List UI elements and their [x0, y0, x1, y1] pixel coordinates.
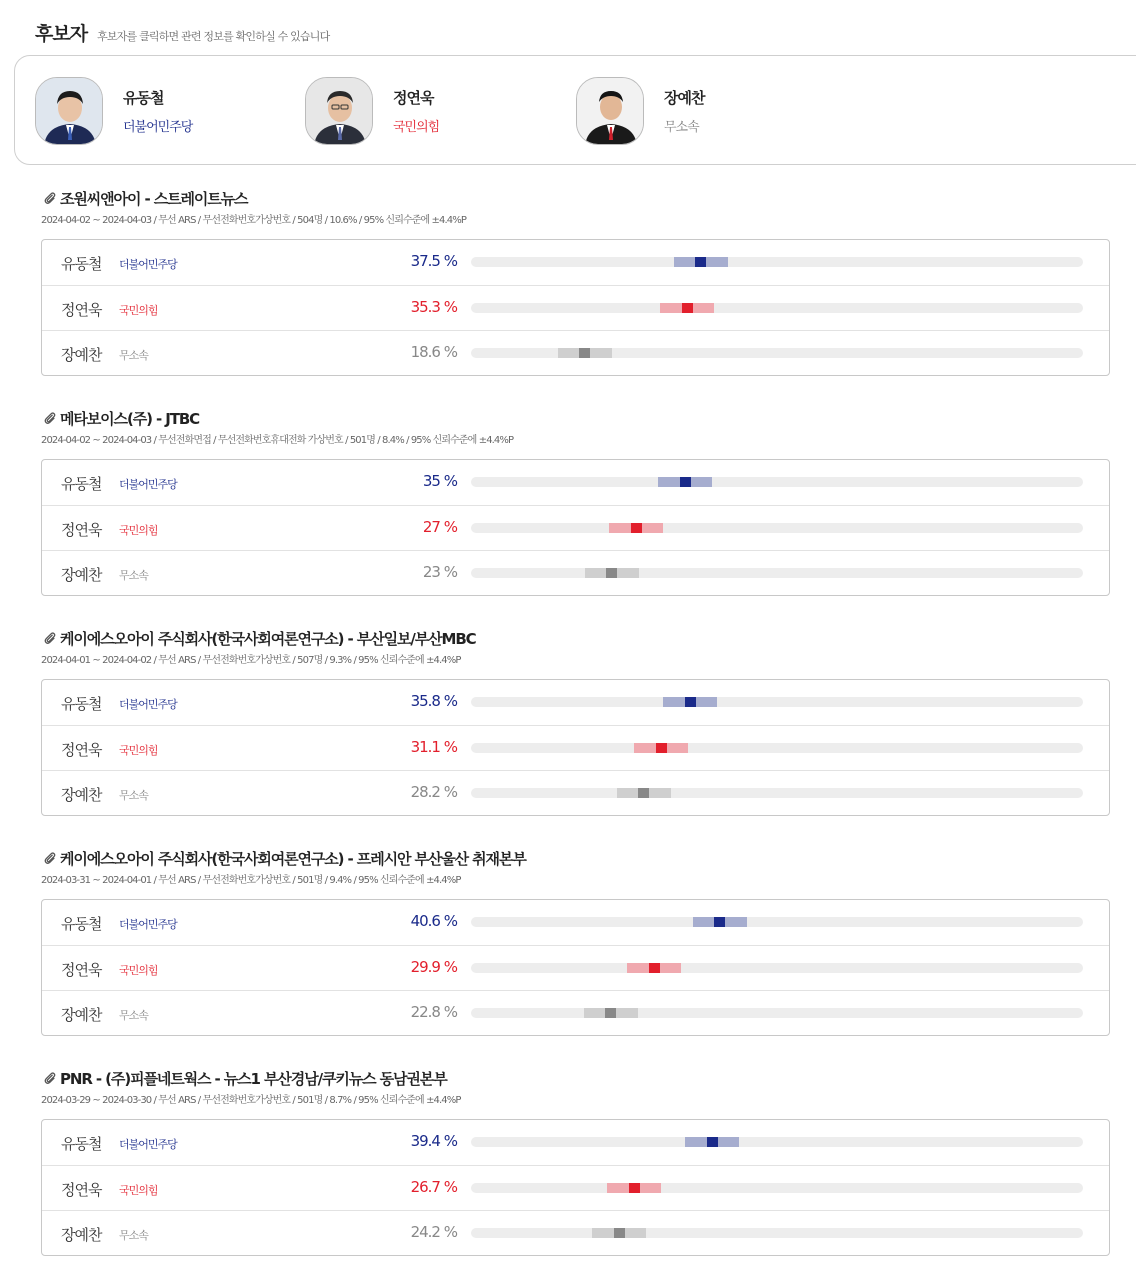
result-row: [42, 285, 1109, 330]
result-row: [42, 725, 1109, 770]
result-bar-track: [471, 1183, 1083, 1193]
survey-title: 조원씨앤아이 - 스트레이트뉴스: [60, 189, 248, 208]
result-row: [42, 460, 1109, 505]
candidate-card-3[interactable]: [576, 76, 704, 146]
result-party-label: 국민의힘: [119, 964, 158, 977]
survey-meta: 2024-04-01 ~ 2024-04-02 / 무선 ARS / 무선전화번호가상번호 / 507명 / 9.3% / 95% 신뢰수준에 ±4.4%P: [41, 655, 461, 666]
result-percentage: 31.1 %: [410, 738, 457, 756]
candidate-card-2[interactable]: [305, 76, 439, 146]
result-percentage: 35.8 %: [410, 692, 457, 710]
candidate-party: 무소속: [664, 120, 699, 135]
candidate-panel: [14, 55, 1136, 165]
result-point-marker: [680, 477, 691, 487]
section-header: [35, 19, 329, 45]
result-row: [42, 505, 1109, 550]
result-point-marker: [629, 1183, 640, 1193]
survey-meta: 2024-04-02 ~ 2024-04-03 / 무선 ARS / 무선전화번호가상번호 / 504명 / 10.6% / 95% 신뢰수준에 ±4.4%P: [41, 215, 466, 226]
survey-title-row: [43, 408, 1110, 428]
result-party-label: 더불어민주당: [119, 918, 177, 931]
result-point-marker: [631, 523, 642, 533]
survey-title: 메타보이스(주) - JTBC: [60, 409, 200, 428]
candidate-info: [393, 87, 439, 135]
result-point-marker: [638, 788, 649, 798]
candidate-photo[interactable]: [576, 77, 644, 145]
survey-title: 케이에스오아이 주식회사(한국사회여론연구소) - 프레시안 부산울산 취재본부: [60, 849, 526, 868]
candidate-name: 정연욱: [393, 89, 434, 107]
result-candidate-name: 유동철: [61, 1135, 102, 1153]
result-point-marker: [695, 257, 706, 267]
candidate-photo[interactable]: [305, 77, 373, 145]
result-percentage: 35 %: [422, 472, 457, 490]
result-percentage: 27 %: [422, 518, 457, 536]
result-point-marker: [707, 1137, 718, 1147]
candidate-party: 국민의힘: [393, 120, 440, 135]
section-title: 후보자: [35, 23, 88, 45]
paperclip-icon: [43, 1071, 56, 1085]
result-candidate-name: 장예찬: [61, 346, 102, 364]
result-percentage: 22.8 %: [410, 1003, 457, 1021]
result-candidate-name: 정연욱: [61, 1181, 102, 1199]
survey-title-row: [43, 188, 1110, 208]
result-candidate-name: 장예찬: [61, 786, 102, 804]
result-row: [42, 1120, 1109, 1165]
result-bar-track: [471, 303, 1083, 313]
survey-result-table: [41, 679, 1110, 816]
survey-block: [41, 188, 1110, 376]
result-row: [42, 550, 1109, 595]
result-percentage: 37.5 %: [410, 252, 457, 270]
result-party-label: 무소속: [119, 789, 148, 802]
result-row: [42, 1165, 1109, 1210]
result-bar-track: [471, 257, 1083, 267]
result-percentage: 40.6 %: [410, 912, 457, 930]
survey-meta: 2024-04-02 ~ 2024-04-03 / 무선전화면접 / 무선전화번호휴대전화 가상번호 / 501명 / 8.4% / 95% 신뢰수준에 ±4.4%P: [41, 435, 514, 446]
candidate-name: 장예찬: [664, 89, 705, 107]
result-candidate-name: 장예찬: [61, 566, 102, 584]
paperclip-icon: [43, 411, 56, 425]
result-bar-track: [471, 697, 1083, 707]
result-percentage: 26.7 %: [410, 1178, 457, 1196]
result-bar-track: [471, 1228, 1083, 1238]
result-bar-track: [471, 348, 1083, 358]
section-description: 후보자를 클릭하면 관련 정보를 확인하실 수 있습니다: [97, 30, 330, 43]
result-point-marker: [714, 917, 725, 927]
candidate-info: [123, 87, 192, 135]
result-point-marker: [579, 348, 590, 358]
result-bar-track: [471, 1008, 1083, 1018]
result-percentage: 24.2 %: [410, 1223, 457, 1241]
survey-result-table: [41, 239, 1110, 376]
result-percentage: 35.3 %: [410, 298, 457, 316]
survey-block: [41, 628, 1110, 816]
result-party-label: 국민의힘: [119, 1184, 158, 1197]
result-candidate-name: 장예찬: [61, 1006, 102, 1024]
result-party-label: 더불어민주당: [119, 478, 177, 491]
result-row: [42, 680, 1109, 725]
result-party-label: 무소속: [119, 569, 148, 582]
result-point-marker: [614, 1228, 625, 1238]
result-row: [42, 1210, 1109, 1255]
result-percentage: 29.9 %: [410, 958, 457, 976]
result-candidate-name: 장예찬: [61, 1226, 102, 1244]
result-bar-track: [471, 1137, 1083, 1147]
result-candidate-name: 정연욱: [61, 521, 102, 539]
result-bar-track: [471, 917, 1083, 927]
result-party-label: 무소속: [119, 1009, 148, 1022]
paperclip-icon: [43, 191, 56, 205]
result-point-marker: [656, 743, 667, 753]
candidate-photo[interactable]: [35, 77, 103, 145]
survey-title: PNR - (주)피플네트웍스 - 뉴스1 부산경남/쿠키뉴스 동남권본부: [60, 1069, 447, 1088]
result-candidate-name: 유동철: [61, 915, 102, 933]
result-candidate-name: 유동철: [61, 695, 102, 713]
result-row: [42, 900, 1109, 945]
result-point-marker: [685, 697, 696, 707]
candidate-info: [664, 87, 704, 135]
survey-title: 케이에스오아이 주식회사(한국사회여론연구소) - 부산일보/부산MBC: [60, 629, 476, 648]
result-party-label: 무소속: [119, 349, 148, 362]
survey-block: [41, 408, 1110, 596]
survey-title-row: [43, 628, 1110, 648]
result-candidate-name: 유동철: [61, 255, 102, 273]
survey-result-table: [41, 459, 1110, 596]
result-row: [42, 990, 1109, 1035]
survey-title-row: [43, 848, 1110, 868]
result-candidate-name: 유동철: [61, 475, 102, 493]
paperclip-icon: [43, 631, 56, 645]
result-point-marker: [649, 963, 660, 973]
result-bar-track: [471, 743, 1083, 753]
result-percentage: 23 %: [422, 563, 457, 581]
result-party-label: 국민의힘: [119, 744, 158, 757]
result-bar-track: [471, 568, 1083, 578]
survey-title-row: [43, 1068, 1110, 1088]
survey-block: [41, 1068, 1110, 1256]
survey-result-table: [41, 1119, 1110, 1256]
result-row: [42, 770, 1109, 815]
candidate-party: 더불어민주당: [123, 120, 193, 135]
result-percentage: 39.4 %: [410, 1132, 457, 1150]
result-percentage: 18.6 %: [410, 343, 457, 361]
result-row: [42, 945, 1109, 990]
result-party-label: 무소속: [119, 1229, 148, 1242]
paperclip-icon: [43, 851, 56, 865]
survey-meta: 2024-03-29 ~ 2024-03-30 / 무선 ARS / 무선전화번호가상번호 / 501명 / 8.7% / 95% 신뢰수준에 ±4.4%P: [41, 1095, 461, 1106]
survey-block: [41, 848, 1110, 1036]
result-row: [42, 330, 1109, 375]
result-party-label: 더불어민주당: [119, 258, 177, 271]
result-point-marker: [682, 303, 693, 313]
candidate-name: 유동철: [123, 89, 164, 107]
result-party-label: 더불어민주당: [119, 1138, 177, 1151]
result-bar-track: [471, 788, 1083, 798]
result-point-marker: [606, 568, 617, 578]
survey-meta: 2024-03-31 ~ 2024-04-01 / 무선 ARS / 무선전화번호가상번호 / 501명 / 9.4% / 95% 신뢰수준에 ±4.4%P: [41, 875, 461, 886]
result-bar-track: [471, 963, 1083, 973]
result-percentage: 28.2 %: [410, 783, 457, 801]
result-party-label: 더불어민주당: [119, 698, 177, 711]
result-point-marker: [605, 1008, 616, 1018]
result-bar-track: [471, 477, 1083, 487]
result-party-label: 국민의힘: [119, 524, 158, 537]
result-candidate-name: 정연욱: [61, 961, 102, 979]
result-candidate-name: 정연욱: [61, 301, 102, 319]
survey-result-table: [41, 899, 1110, 1036]
candidate-card-1[interactable]: [35, 76, 192, 146]
result-party-label: 국민의힘: [119, 304, 158, 317]
result-row: [42, 240, 1109, 285]
result-candidate-name: 정연욱: [61, 741, 102, 759]
result-bar-track: [471, 523, 1083, 533]
